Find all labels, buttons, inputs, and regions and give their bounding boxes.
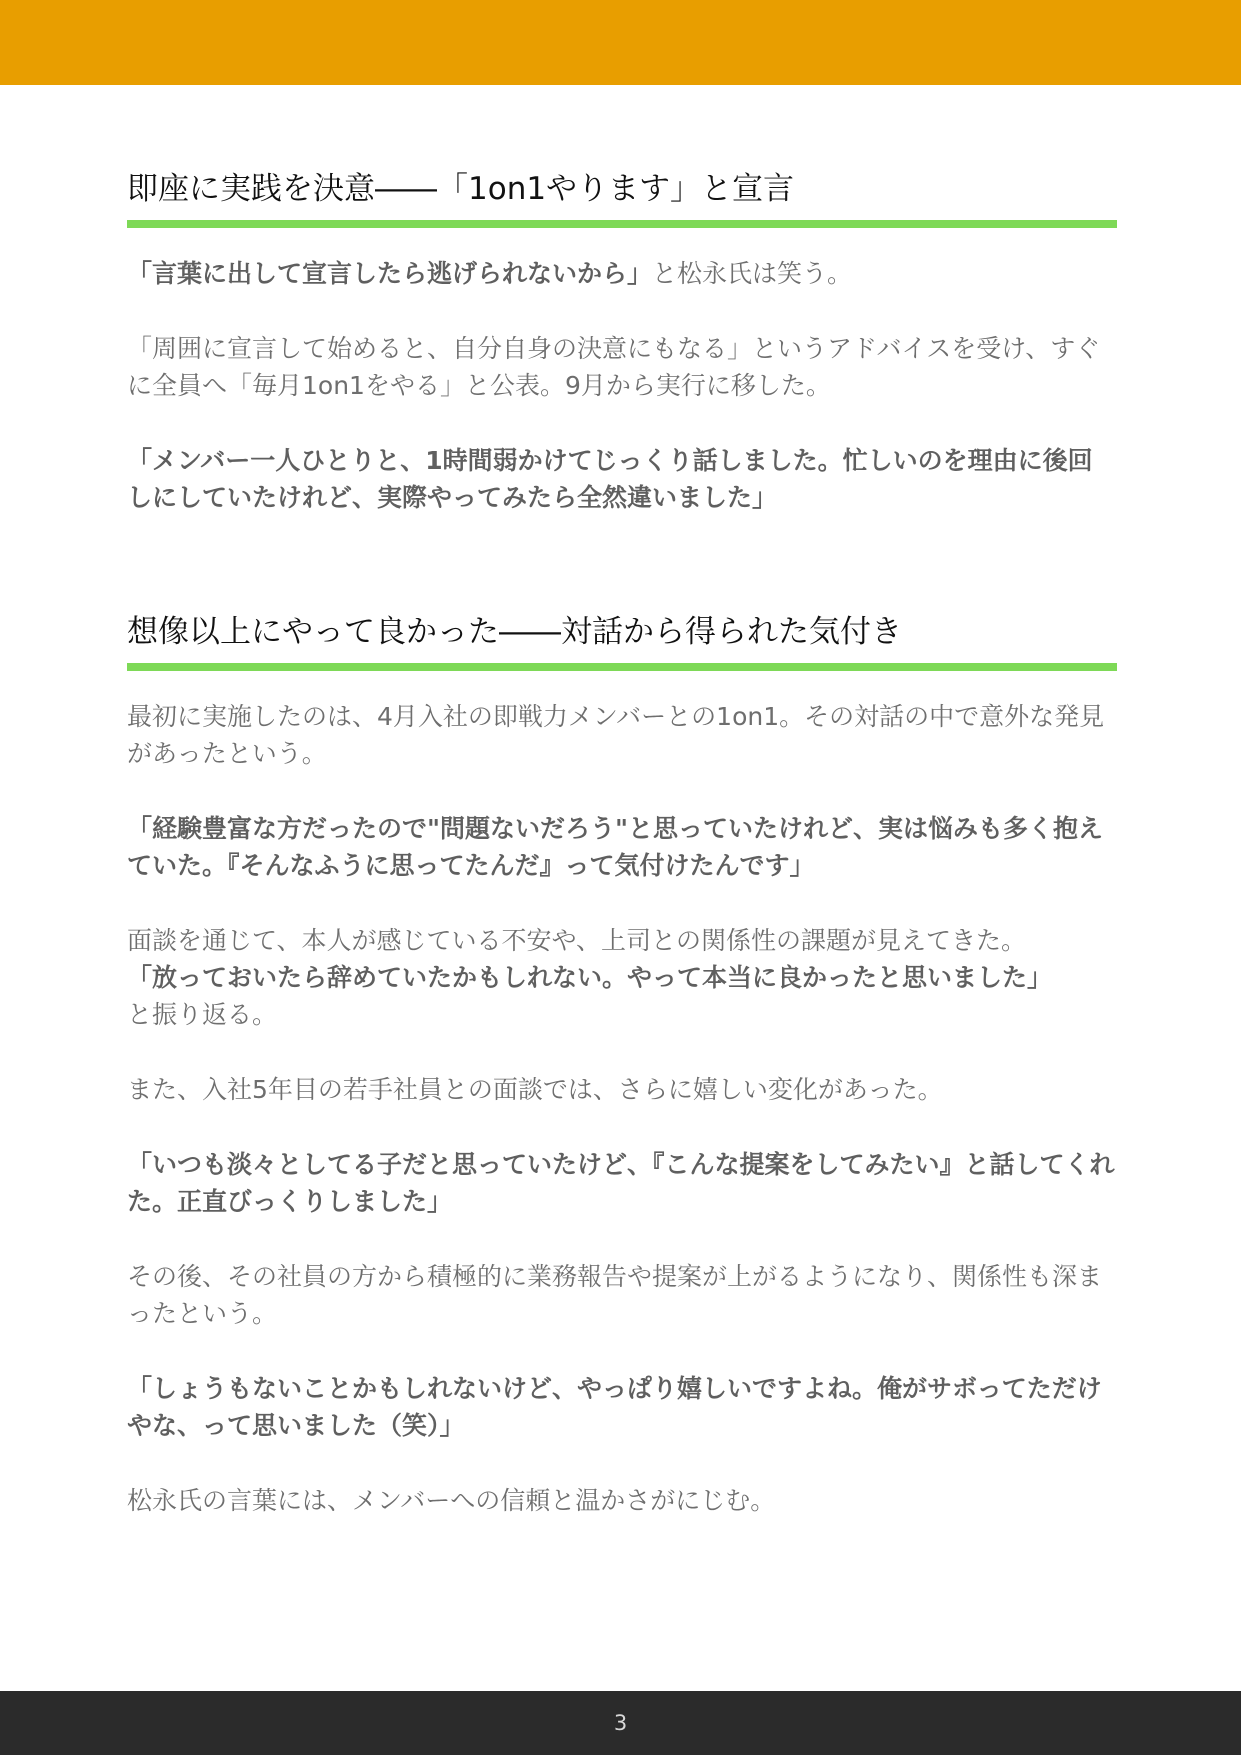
paragraph-quote-declare [127,255,1117,292]
section-spacer [127,516,1117,611]
quote-happy: 「しょうもないことかもしれないけど、やっぱり嬉しいですよね。俺がサボってただけやな、って思いました（笑）」 [127,1374,1102,1440]
quote-proposal: 「いつも淡々としてる子だと思っていたけど、『こんな提案をしてみたい』と話してくれた。正直びっくりしました」 [127,1150,1115,1216]
page-number: 3 [613,1711,628,1735]
paragraph-closing: 松永氏の言葉には、メンバーへの信頼と温かさがにじむ。 [127,1486,776,1515]
quote-experienced-member: 「経験豊富な方だったので"問題ないだろう"と思っていたけれど、実は悩みも多く抱えていた。『そんなふうに思ってたんだ』って気付けたんです」 [127,814,1104,880]
article-body [127,168,1117,1519]
paragraph-text: と振り返る。 [127,1000,278,1029]
quote-text: 「言葉に出して宣言したら逃げられないから」 [127,259,653,288]
paragraph-relationship: その後、その社員の方から積極的に業務報告や提案が上がるようになり、関係性も深まったという。 [127,1262,1103,1328]
top-color-band [0,0,1241,85]
paragraph-young-employee: また、入社5年目の若手社員との面談では、さらに嬉しい変化があった。 [127,1075,943,1104]
quote-one-on-one: 「メンバー一人ひとりと、1時間弱かけてじっくり話しました。忙しいのを理由に後回しにしていたけれど、実際やってみたら全然違いました」 [127,446,1093,512]
paragraph-reflection [127,922,1117,1033]
quote-text: 「放っておいたら辞めていたかもしれない。やって本当に良かったと思いました」 [127,963,1053,992]
paragraph-text: 面談を通じて、本人が感じている不安や、上司との関係性の課題が見えてきた。 [127,926,1027,955]
paragraph-first-meeting: 最初に実施したのは、4月入社の即戦力メンバーとの1on1。その対話の中で意外な発見があったという。 [127,702,1105,768]
section-heading-declaration: 即座に実践を決意――「1on1やります」と宣言 [127,168,1117,228]
paragraph-advice: 「周囲に宣言して始めると、自分自身の決意にもなる」というアドバイスを受け、すぐに全員へ「毎月1on1をやる」と公表。9月から実行に移した。 [127,334,1101,400]
footer-band [0,1691,1241,1755]
section-heading-insights: 想像以上にやって良かった――対話から得られた気付き [127,611,1117,671]
paragraph-text: と松永氏は笑う。 [652,259,853,288]
